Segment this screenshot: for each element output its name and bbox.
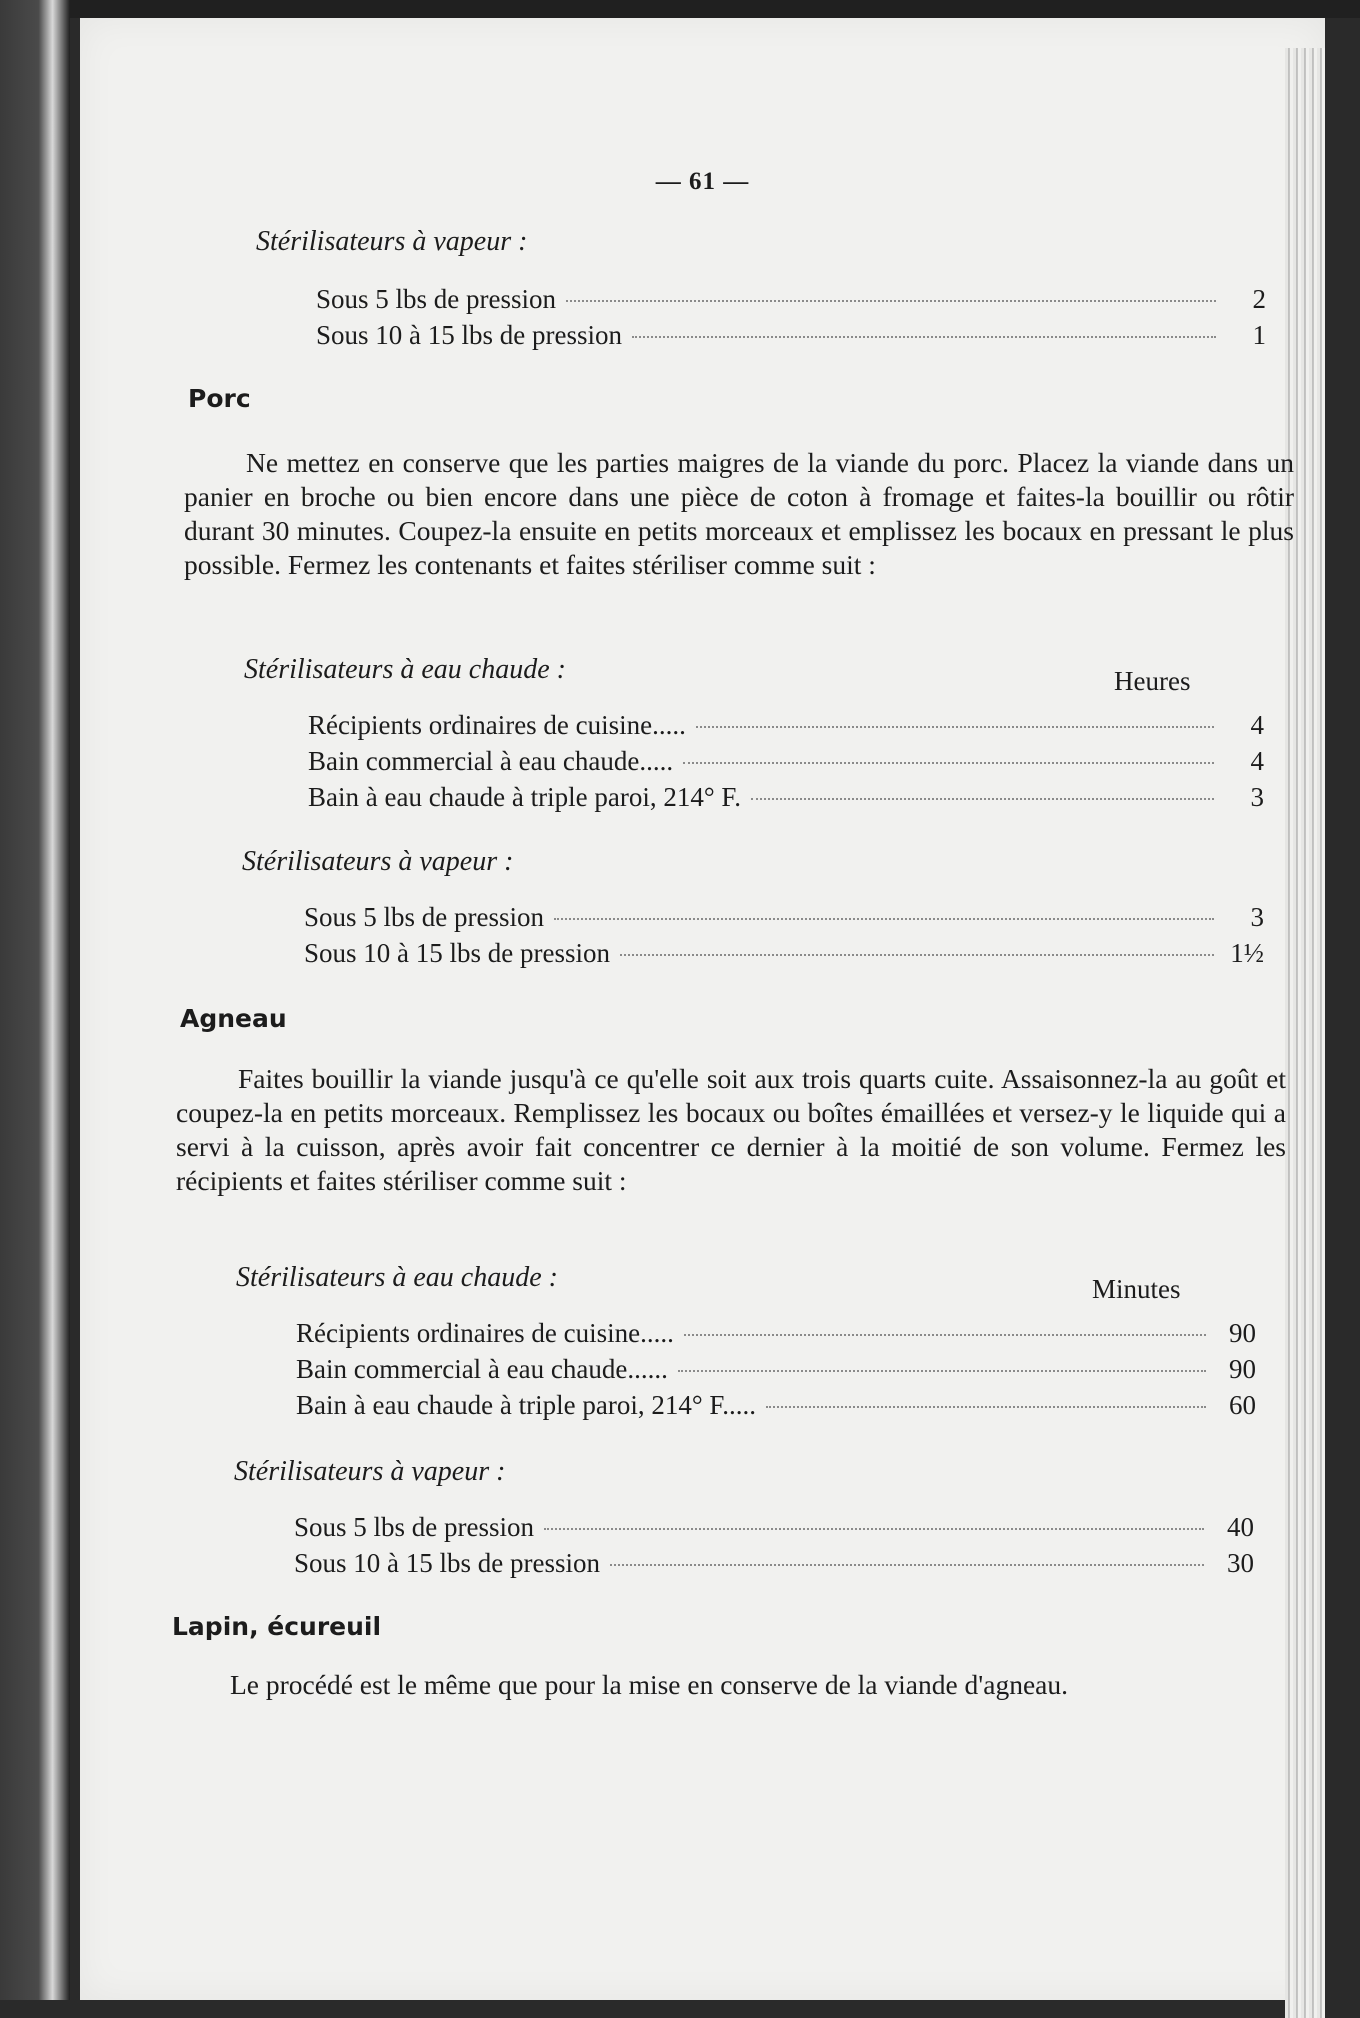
row-label: Sous 10 à 15 lbs de pression — [294, 1548, 600, 1578]
leader-dots — [554, 918, 1214, 920]
agneau-hot-water-row-3 — [296, 1390, 1256, 1421]
leader-dots — [566, 300, 1216, 302]
row-label: Sous 10 à 15 lbs de pression — [316, 320, 622, 350]
section-heading-porc: Porc — [188, 384, 251, 413]
row-label: Récipients ordinaires de cuisine..... — [296, 1318, 674, 1348]
book-page — [80, 18, 1325, 2000]
agneau-hot-water-row-2 — [296, 1354, 1256, 1385]
lapin-paragraph: Le procédé est le même que pour la mise en conserve de la viande d'agneau. — [230, 1669, 1068, 1700]
top-steam-row-2 — [316, 320, 1266, 351]
leader-dots — [684, 1334, 1206, 1336]
leader-dots — [683, 762, 1214, 764]
row-value: 30 — [1227, 1548, 1254, 1578]
leader-dots — [678, 1370, 1206, 1372]
leader-dots — [751, 798, 1214, 800]
page-number: — 61 — — [655, 168, 750, 195]
row-value: 4 — [1250, 746, 1264, 776]
row-value: 3 — [1250, 782, 1264, 812]
row-value: 90 — [1229, 1354, 1256, 1384]
agneau-steam-subtitle: Stérilisateurs à vapeur : — [234, 1456, 506, 1487]
leader-dots — [632, 336, 1216, 338]
scan-top-border — [0, 0, 1360, 18]
row-value: 40 — [1227, 1512, 1254, 1542]
porc-hot-water-subtitle: Stérilisateurs à eau chaude : — [244, 654, 566, 685]
porc-hot-water-row-2 — [308, 746, 1264, 777]
porc-hot-water-row-1 — [308, 710, 1264, 741]
row-label: Sous 5 lbs de pression — [304, 902, 545, 932]
row-value: 1 — [1252, 320, 1266, 350]
leader-dots — [766, 1406, 1206, 1408]
agneau-paragraph: Faites bouillir la viande jusqu'à ce qu'elle soit aux trois quarts cuite. Assaisonnez-la au goût et coupez-la en petits morceaux. Remplissez les bocaux ou boîtes émaillées et versez-y le liquide qui a servi à la cuisson, après avoir fait concentrer ce dernier à la moitié de son volume. Fermez les récipients et faites stériliser comme suit : — [176, 1063, 1286, 1196]
agneau-steam-row-1 — [294, 1512, 1254, 1543]
row-value: 4 — [1250, 710, 1264, 740]
agneau-hot-water-row-1 — [296, 1318, 1256, 1349]
agneau-hot-water-subtitle: Stérilisateurs à eau chaude : — [236, 1262, 558, 1293]
top-steam-row-1 — [316, 284, 1266, 315]
porc-hot-water-row-3 — [308, 782, 1264, 813]
agneau-steam-row-2 — [294, 1548, 1254, 1579]
row-value: 3 — [1250, 902, 1264, 932]
row-value: 60 — [1229, 1390, 1256, 1420]
book-spine — [0, 0, 70, 2000]
agneau-unit-label: Minutes — [1092, 1274, 1181, 1304]
row-label: Sous 5 lbs de pression — [294, 1512, 535, 1542]
leader-dots — [696, 726, 1214, 728]
row-value: 2 — [1252, 284, 1266, 314]
row-value: 1½ — [1230, 938, 1264, 968]
row-label: Bain commercial à eau chaude...... — [296, 1354, 668, 1384]
row-value: 90 — [1229, 1318, 1256, 1348]
porc-unit-label: Heures — [1114, 666, 1191, 696]
section-heading-agneau: Agneau — [180, 1004, 287, 1033]
row-label: Sous 5 lbs de pression — [316, 284, 557, 314]
porc-paragraph: Ne mettez en conserve que les parties maigres de la viande du porc. Placez la viande dans un panier en broche ou bien encore dans une pièce de coton à fromage et faites-la bouillir ou rôtir durant 30 minutes. Coupez-la ensuite en petits morceaux et emplissez les bocaux en pressant le plus possible. Fermez les contenants et faites stériliser comme suit : — [184, 447, 1294, 580]
row-label: Bain à eau chaude à triple paroi, 214° F..... — [296, 1390, 756, 1420]
row-label: Récipients ordinaires de cuisine..... — [308, 710, 686, 740]
section-heading-lapin: Lapin, écureuil — [172, 1612, 382, 1641]
porc-steam-subtitle: Stérilisateurs à vapeur : — [242, 846, 514, 877]
row-label: Bain commercial à eau chaude..... — [308, 746, 674, 776]
row-label: Sous 10 à 15 lbs de pression — [304, 938, 610, 968]
porc-steam-row-2 — [304, 938, 1264, 969]
row-label: Bain à eau chaude à triple paroi, 214° F. — [308, 782, 741, 812]
top-steam-subtitle: Stérilisateurs à vapeur : — [256, 226, 528, 257]
leader-dots — [544, 1528, 1204, 1530]
page-content — [80, 18, 1325, 2000]
leader-dots — [620, 954, 1214, 956]
leader-dots — [610, 1564, 1204, 1566]
porc-steam-row-1 — [304, 902, 1264, 933]
